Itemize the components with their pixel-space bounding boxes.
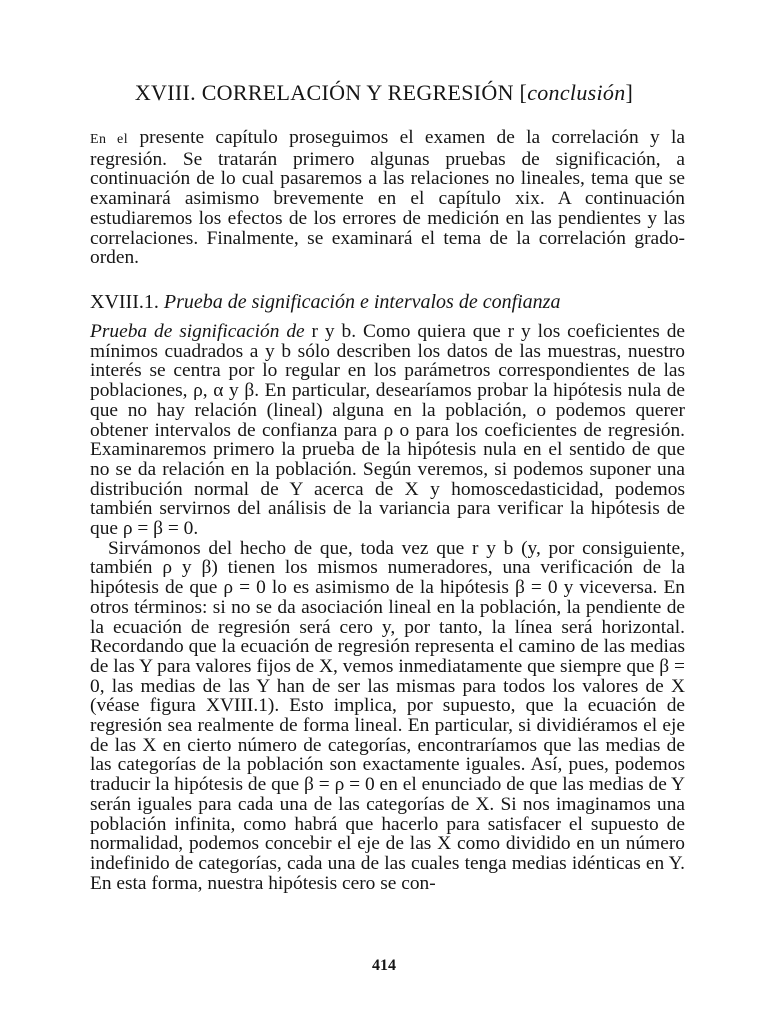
section-body [90, 322, 685, 893]
paragraph-significance-text: . Como quiera que r y los coeficientes de mínimos cuadrados a y b sólo describen los datos de las muestras, nuestro interés se centra por lo regular en los parámetros correspondientes de las poblaciones, ρ, α y β. En particular, desearíamos probar la hipótesis nula de que no hay relación (lineal) alguna en la población, o podemos querer obtener intervalos de confianza para ρ o para los coeficientes de regresión. Examinaremos primero la prueba de la hipótesis nula en el sentido de que no se da relación en la población. Según veremos, si podemos suponer una distribución normal de Y acerca de X y homoscedasticidad, podemos también servirnos del análisis de la variancia para verificar la hipótesis de que ρ = β = 0. [90, 321, 685, 540]
page-number: 414 [372, 957, 396, 974]
section-number: XVIII.1. [90, 291, 164, 313]
paragraph-null-hypothesis: Sirvámonos del hecho de que, toda vez que r y b (y, por consiguiente, también ρ y β) tienen los mismos numeradores, una verificación de la hipótesis de que ρ = 0 lo es asimismo de la hipótesis β = 0 y viceversa. En otros términos: si no se da asociación lineal en la población, la pendiente de la ecuación de regresión será cero y, por tanto, la línea será horizontal. Recordando que la ecuación de regresión representa el camino de las medias de las Y para valores fijos de X, vemos inmediatamente que siempre que β = 0, las medias de las Y han de ser las mismas para todos los valores de X (véase figura XVIII.1). Esto implica, por supuesto, que la ecuación de regresión sea realmente de forma lineal. En particular, si dividiéramos el eje de las X en cierto número de categorías, encontraríamos que las medias de las categorías de la población son exactamente iguales. Así, pues, podemos traducir la hipótesis de que β = ρ = 0 en el enunciado de que las medias de Y serán iguales para cada una de las categorías de X. Si nos imaginamos una población infinita, como habrá que hacerlo para satisfacer el supuesto de normalidad, podemos concebir el eje de las X como dividido en un número indefinido de categorías, cada una de las cuales tenga medias idénticas en Y. En esta forma, nuestra hipótesis cero se con- [90, 537, 685, 894]
intro-lead-small-caps: En el [90, 132, 129, 147]
paragraph-significance-test [90, 322, 685, 539]
runin-heading-vars: r y b [304, 321, 352, 342]
chapter-title-main: XVIII. CORRELACIÓN Y REGRESIÓN [ [134, 80, 528, 105]
section-heading [90, 291, 690, 314]
chapter-title [0, 80, 768, 106]
section-title: Prueba de significación e intervalos de confianza [163, 291, 561, 313]
chapter-title-bracket: ] [625, 80, 634, 105]
intro-text: presente capítulo proseguimos el examen de la correlación y la regresión. Se tratarán primero algunas pruebas de significación, a continuación de lo cual pasaremos a las relaciones no lineales, tema que se examinará asimismo brevemente en el capítulo xix. A continuación estudiaremos los efectos de los errores de medición en las pendientes y las correlaciones. Finalmente, se examinará el tema de la correlación grado-orden. [90, 127, 685, 269]
runin-heading: Prueba de significación de [90, 321, 305, 342]
chapter-title-conclusion: conclusión [527, 80, 626, 105]
intro-paragraph [90, 128, 685, 268]
